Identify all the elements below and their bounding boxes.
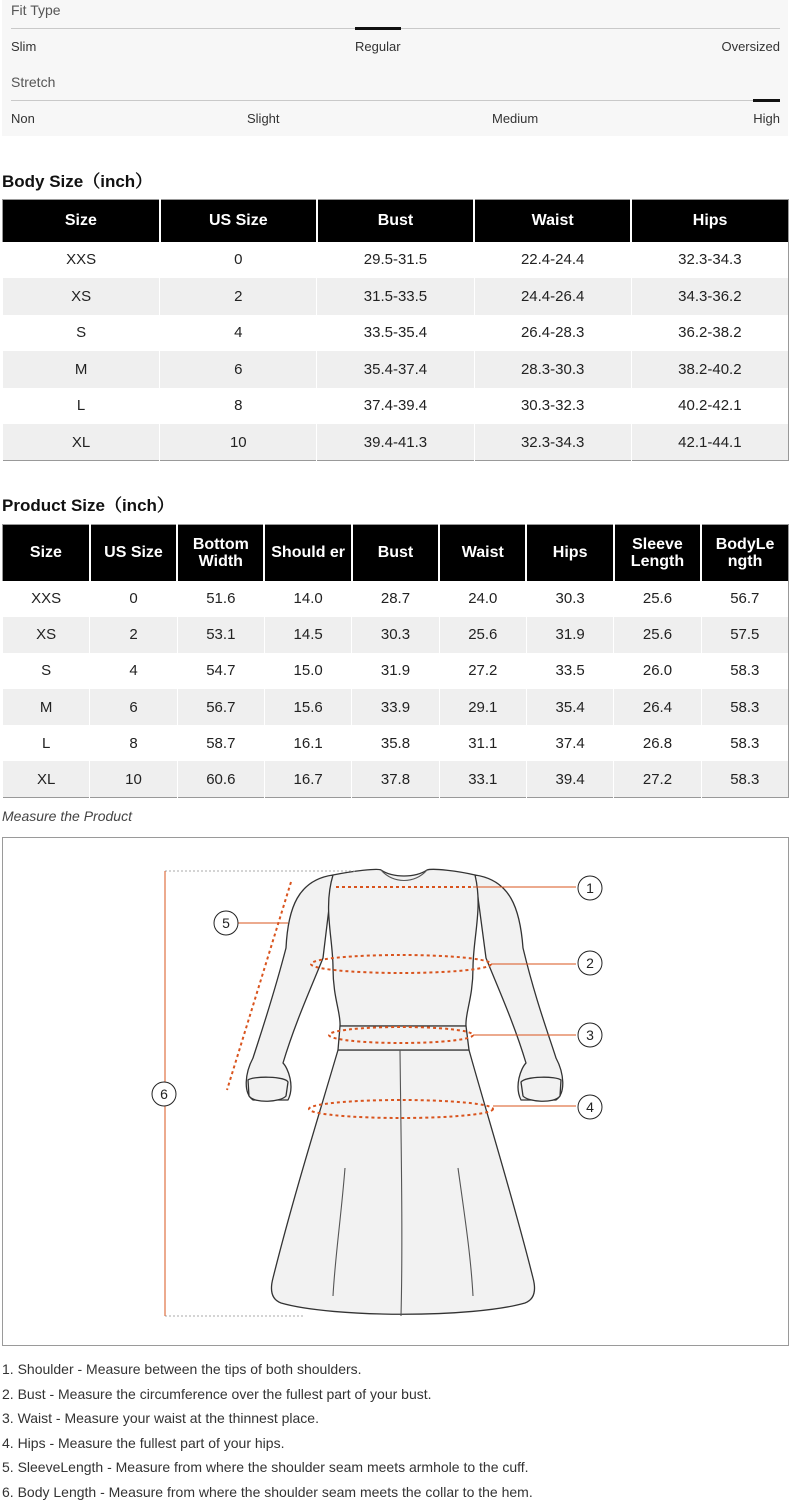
stretch-scale (11, 100, 780, 101)
table-cell: 8 (90, 725, 177, 761)
right-sleeve (475, 875, 563, 1100)
table-cell: 30.3 (526, 581, 613, 617)
table-cell: XS (3, 278, 160, 315)
table-cell: M (3, 689, 90, 725)
table-cell: 33.5-35.4 (317, 315, 474, 352)
table-cell: 33.1 (439, 761, 526, 797)
table-cell: 0 (160, 242, 317, 279)
table-cell: 28.7 (352, 581, 439, 617)
table-cell: 56.7 (701, 581, 788, 617)
table-cell: 14.0 (264, 581, 351, 617)
table-cell: 58.3 (701, 653, 788, 689)
table-cell: 57.5 (701, 617, 788, 653)
fit-type-label-slim: Slim (11, 39, 36, 54)
left-cuff (248, 1077, 288, 1101)
table-cell: 31.1 (439, 725, 526, 761)
column-header: Size (3, 525, 90, 581)
table-cell: S (3, 315, 160, 352)
table-cell: 31.5-33.5 (317, 278, 474, 315)
table-cell: 10 (160, 424, 317, 461)
note-waist: 3. Waist - Measure your waist at the thinnest place. (2, 1406, 533, 1431)
table-cell: 4 (160, 315, 317, 352)
note-shoulder: 1. Shoulder - Measure between the tips of both shoulders. (2, 1357, 533, 1382)
table-row (3, 617, 789, 653)
table-cell: 32.3-34.3 (474, 424, 631, 461)
marker-5: 5 (222, 915, 230, 931)
table-cell: 16.1 (264, 725, 351, 761)
stretch-title: Stretch (11, 74, 55, 90)
table-row (3, 653, 789, 689)
column-header: Waist (439, 525, 526, 581)
stretch-label-high: High (753, 111, 780, 126)
table-cell: 26.4 (614, 689, 701, 725)
column-header: Bust (317, 200, 474, 242)
table-cell: 30.3-32.3 (474, 388, 631, 425)
column-header: Hips (631, 200, 788, 242)
note-bust: 2. Bust - Measure the circumference over the fullest part of your bust. (2, 1382, 533, 1407)
product-size-title: Product Size（inch） (2, 491, 174, 516)
table-cell: 25.6 (614, 617, 701, 653)
table-cell: 6 (90, 689, 177, 725)
table-header-row (3, 525, 789, 581)
column-header: Hips (526, 525, 613, 581)
column-header: BodyLe ngth (701, 525, 788, 581)
table-cell: 26.4-28.3 (474, 315, 631, 352)
table-cell: 15.6 (264, 689, 351, 725)
table-cell: XS (3, 617, 90, 653)
stretch-label-non: Non (11, 111, 35, 126)
column-header: Bottom Width (177, 525, 264, 581)
table-cell: 16.7 (264, 761, 351, 797)
table-cell: 33.5 (526, 653, 613, 689)
table-cell: 29.5-31.5 (317, 242, 474, 279)
table-cell: XL (3, 424, 160, 461)
table-cell: 28.3-30.3 (474, 351, 631, 388)
table-cell: 42.1-44.1 (631, 424, 788, 461)
table-cell: 2 (90, 617, 177, 653)
stretch-label-medium: Medium (492, 111, 538, 126)
table-row (3, 351, 789, 388)
table-row (3, 725, 789, 761)
table-cell: 60.6 (177, 761, 264, 797)
table-cell: 26.8 (614, 725, 701, 761)
table-cell: 35.4 (526, 689, 613, 725)
table-cell: XXS (3, 581, 90, 617)
table-cell: 33.9 (352, 689, 439, 725)
table-row (3, 315, 789, 352)
column-header: Waist (474, 200, 631, 242)
table-row (3, 242, 789, 279)
table-cell: 58.7 (177, 725, 264, 761)
table-cell: 54.7 (177, 653, 264, 689)
table-cell: 10 (90, 761, 177, 797)
table-row (3, 388, 789, 425)
table-cell: 58.3 (701, 761, 788, 797)
marker-1: 1 (586, 880, 594, 896)
table-cell: 32.3-34.3 (631, 242, 788, 279)
body-size-title: Body Size（inch） (2, 167, 152, 192)
table-cell: 38.2-40.2 (631, 351, 788, 388)
note-body-length: 6. Body Length - Measure from where the shoulder seam meets the collar to the hem. (2, 1480, 533, 1504)
stretch-label-slight: Slight (247, 111, 280, 126)
table-cell: 36.2-38.2 (631, 315, 788, 352)
note-sleeve-length: 5. SleeveLength - Measure from where the shoulder seam meets armhole to the cuff. (2, 1455, 533, 1480)
table-row (3, 278, 789, 315)
table-row (3, 581, 789, 617)
table-row (3, 424, 789, 461)
fit-type-label-regular: Regular (355, 39, 401, 54)
stretch-indicator (753, 99, 780, 102)
product-size-table (2, 524, 789, 798)
table-cell: 29.1 (439, 689, 526, 725)
table-cell: M (3, 351, 160, 388)
table-header-row (3, 200, 789, 242)
table-cell: 14.5 (264, 617, 351, 653)
fit-type-indicator (355, 27, 401, 30)
note-hips: 4. Hips - Measure the fullest part of your hips. (2, 1431, 533, 1456)
table-cell: 0 (90, 581, 177, 617)
table-cell: 6 (160, 351, 317, 388)
marker-6: 6 (160, 1086, 168, 1102)
table-cell: 2 (160, 278, 317, 315)
marker-3: 3 (586, 1027, 594, 1043)
dress-skirt (271, 1050, 534, 1314)
table-cell: 31.9 (352, 653, 439, 689)
measurement-diagram (2, 837, 789, 1346)
table-cell: 25.6 (439, 617, 526, 653)
table-cell: 37.4-39.4 (317, 388, 474, 425)
measurement-notes (2, 1357, 533, 1504)
table-cell: 30.3 (352, 617, 439, 653)
column-header: Bust (352, 525, 439, 581)
table-cell: XXS (3, 242, 160, 279)
diagram-caption: Measure the Product (2, 808, 132, 824)
table-cell: 4 (90, 653, 177, 689)
table-cell: 22.4-24.4 (474, 242, 631, 279)
table-cell: 15.0 (264, 653, 351, 689)
table-cell: 51.6 (177, 581, 264, 617)
table-cell: 25.6 (614, 581, 701, 617)
table-cell: 24.4-26.4 (474, 278, 631, 315)
table-cell: 31.9 (526, 617, 613, 653)
table-cell: 53.1 (177, 617, 264, 653)
fit-type-label-oversized: Oversized (721, 39, 780, 54)
table-cell: 26.0 (614, 653, 701, 689)
dress-illustration (3, 838, 788, 1345)
fit-stretch-panel (2, 0, 788, 136)
table-cell: L (3, 725, 90, 761)
marker-4: 4 (586, 1099, 594, 1115)
column-header: Size (3, 200, 160, 242)
table-row (3, 689, 789, 725)
marker-2: 2 (586, 955, 594, 971)
table-cell: 58.3 (701, 725, 788, 761)
table-cell: 35.4-37.4 (317, 351, 474, 388)
table-cell: S (3, 653, 90, 689)
table-cell: 37.4 (526, 725, 613, 761)
column-header: US Size (90, 525, 177, 581)
table-row (3, 761, 789, 797)
table-cell: 39.4-41.3 (317, 424, 474, 461)
table-cell: 34.3-36.2 (631, 278, 788, 315)
table-cell: 35.8 (352, 725, 439, 761)
table-cell: 24.0 (439, 581, 526, 617)
column-header: US Size (160, 200, 317, 242)
table-cell: 39.4 (526, 761, 613, 797)
table-cell: 27.2 (614, 761, 701, 797)
table-cell: XL (3, 761, 90, 797)
table-cell: 27.2 (439, 653, 526, 689)
fit-type-title: Fit Type (11, 2, 61, 18)
table-cell: L (3, 388, 160, 425)
body-size-table (2, 199, 789, 461)
column-header: Sleeve Length (614, 525, 701, 581)
column-header: Should er (264, 525, 351, 581)
table-cell: 37.8 (352, 761, 439, 797)
table-cell: 56.7 (177, 689, 264, 725)
dress-bodice (329, 869, 479, 1026)
table-cell: 8 (160, 388, 317, 425)
table-cell: 58.3 (701, 689, 788, 725)
right-cuff (521, 1077, 561, 1101)
table-cell: 40.2-42.1 (631, 388, 788, 425)
